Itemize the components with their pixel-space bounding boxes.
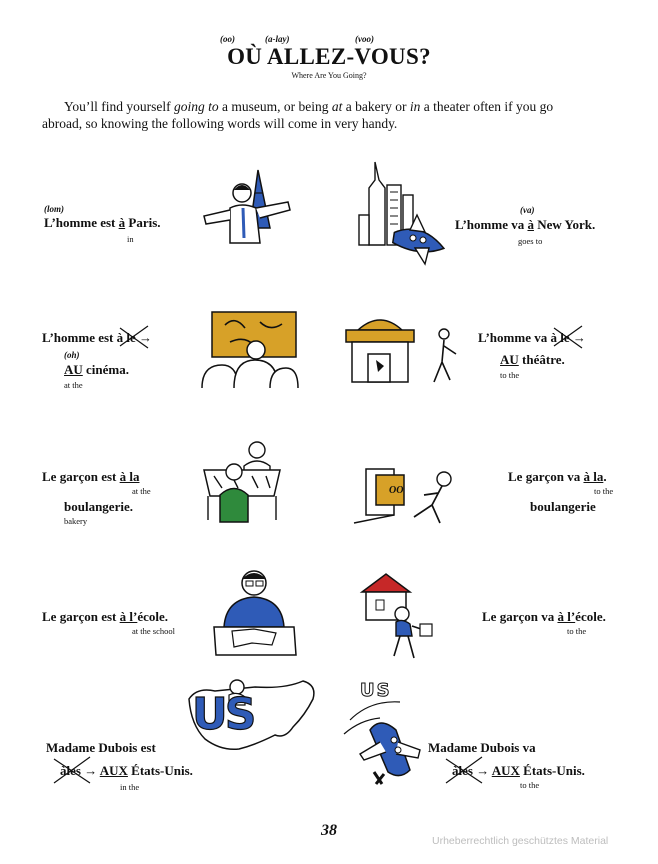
pron-ou: (oo) [220, 34, 235, 44]
sentence-us-at-line2: à les → AUX États-Unis. [60, 763, 193, 779]
page-number: 38 [321, 822, 337, 839]
gloss-in: in [127, 234, 134, 244]
bakery-counter-illustration [202, 440, 282, 525]
page-subtitle: Where Are You Going? [291, 71, 367, 80]
gloss-at-the-cinema: at the [64, 380, 83, 390]
gloss-to-the-bakery: to the [594, 486, 614, 496]
bakery-window-sign: OO [389, 485, 404, 496]
page-title: OÙ ALLEZ-VOUS? [227, 44, 431, 69]
pron-allez: (a-lay) [265, 34, 290, 44]
sentence-us-at-line1: Madame Dubois est [46, 740, 156, 755]
boy-to-bakery-illustration [352, 465, 462, 530]
boy-to-school-illustration [350, 570, 440, 665]
pron-vous: (voo) [355, 34, 374, 44]
intro-paragraph: You’ll find yourself going to a museum, or being at a bakery or in a theater often if you go abroad, so knowing the following words will come in very handy. [42, 99, 554, 131]
sentence-ecole-to: Le garçon va à l’école. [482, 609, 606, 624]
sentence-newyork: L’homme va à New York. [455, 217, 596, 232]
watermark: Urheberrechtlich geschütztes Material [432, 835, 609, 847]
us-map-letters: US [192, 689, 254, 740]
sentence-ecole-at: Le garçon est à l’école. [42, 609, 168, 624]
newyork-plane-illustration [355, 160, 455, 270]
theatre-illustration [338, 310, 468, 390]
gloss-to-the-theatre: to the [500, 370, 520, 380]
cinema-illustration [200, 310, 300, 390]
pron-oh: (oh) [64, 350, 80, 360]
gloss-goes-to: goes to [518, 236, 543, 246]
gloss-at-the-school: at the school [132, 626, 175, 636]
sentence-us-to-line1: Madame Dubois va [428, 740, 536, 755]
sentence-boulangerie-at: Le garçon est à la [42, 469, 140, 484]
sentence-theatre-line2: AU théâtre. [500, 352, 565, 367]
gloss-at-the-bakery: at the [132, 486, 151, 496]
gloss-to-the-us: to the [520, 780, 540, 790]
sentence-theatre-line1: L’homme va à le → [478, 330, 586, 346]
pron-lom: (lom) [44, 204, 64, 214]
sentence-boulangerie-to: Le garçon va à la. [508, 469, 607, 484]
gloss-in-the-us: in the [120, 782, 140, 792]
noun-boulangerie-1: boulangerie. [64, 499, 133, 514]
gloss-to-the-school: to the [567, 626, 587, 636]
sentence-cinema-line2: AU cinéma. [64, 362, 129, 377]
man-eiffel-illustration [200, 168, 295, 253]
pron-va: (va) [520, 205, 535, 215]
boy-at-desk-illustration [212, 565, 297, 660]
sentence-paris: L’homme est à Paris. [44, 215, 161, 230]
noun-boulangerie-2: boulangerie [530, 499, 596, 514]
sentence-cinema-line1: L’homme est à le → [42, 330, 152, 346]
sentence-us-to-line2: à les → AUX États-Unis. [452, 763, 585, 779]
gloss-bakery: bakery [64, 516, 88, 526]
us-sign-letters: US [360, 680, 392, 701]
